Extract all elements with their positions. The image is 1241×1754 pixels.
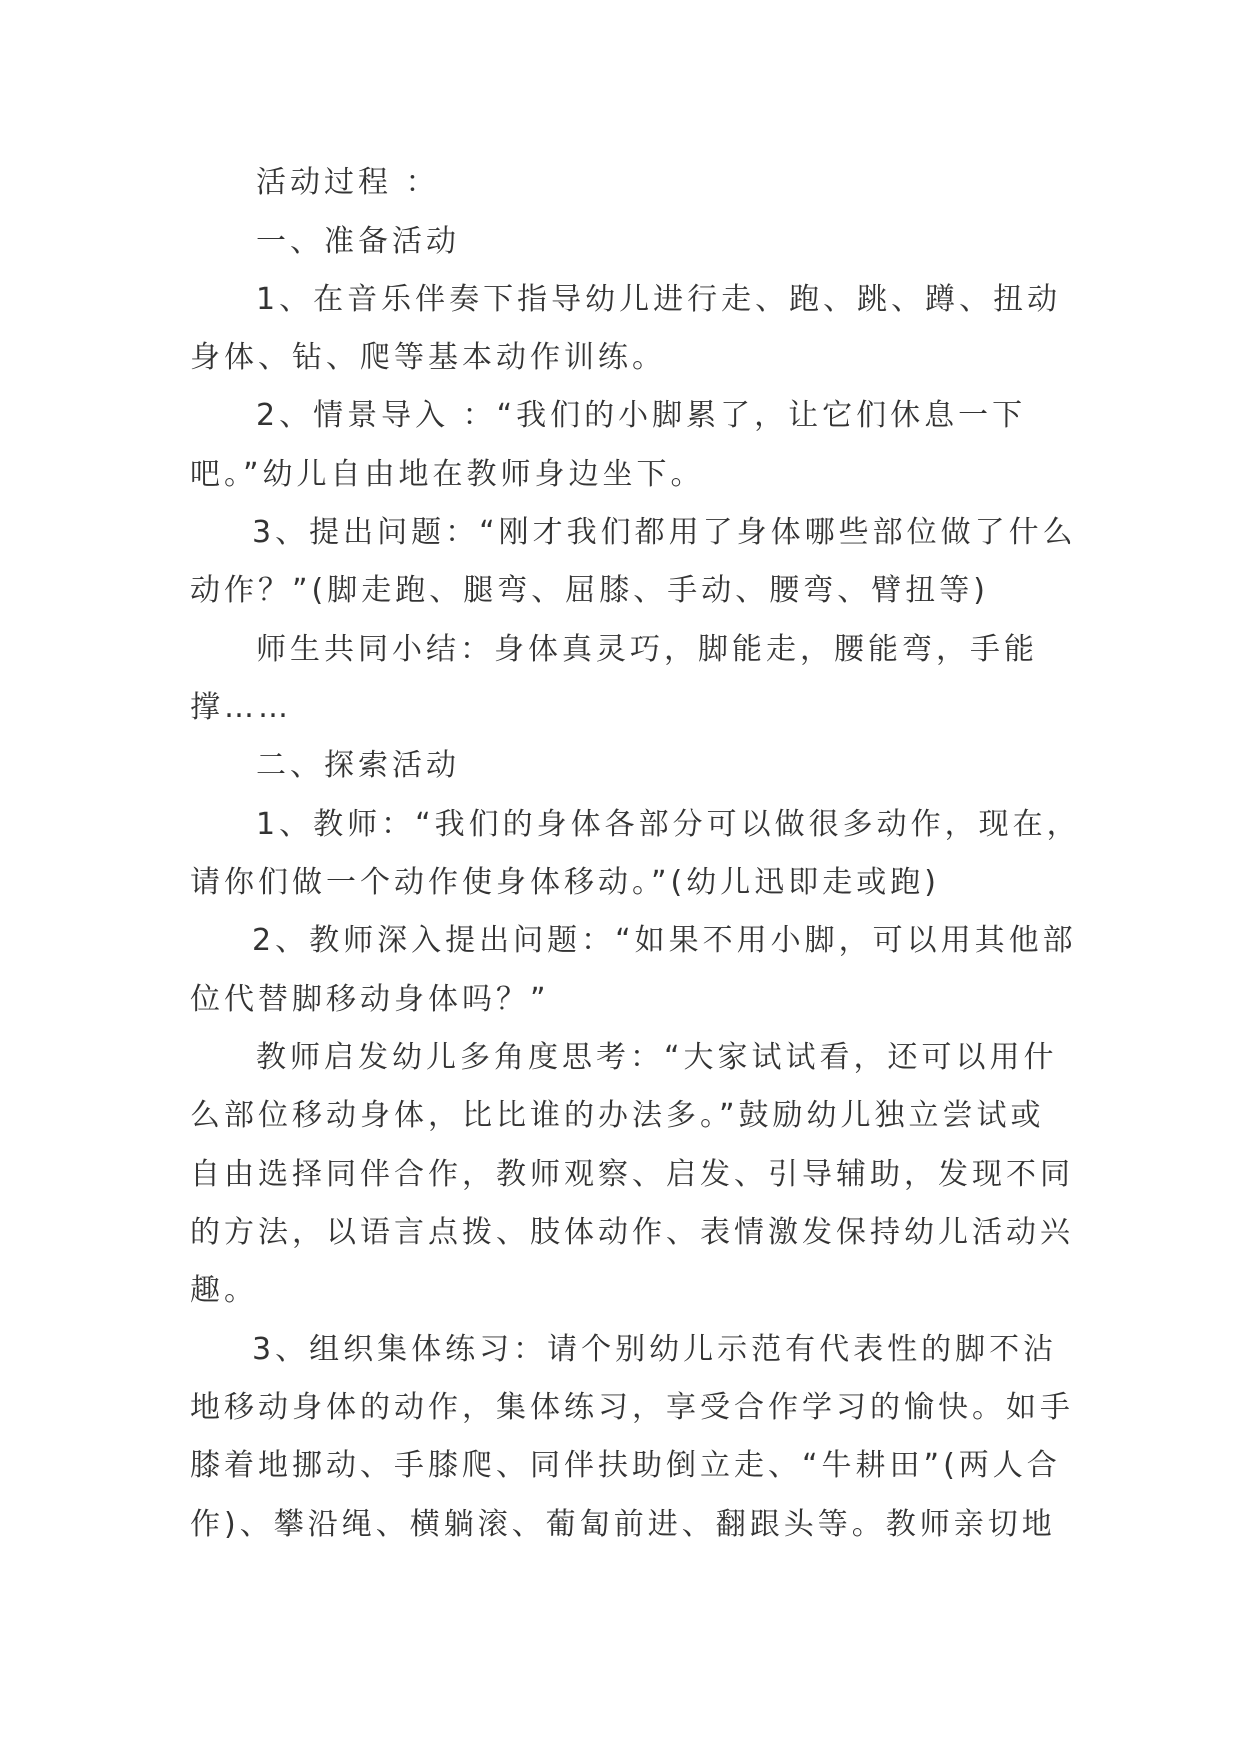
paragraph-line: 2、情景导入 ：“我们的小脚累了，让它们休息一下: [256, 398, 1027, 433]
paragraph-line: 3、组织集体练习：请个别幼儿示范有代表性的脚不沾: [252, 1332, 1058, 1367]
paragraph-line: 自由选择同伴合作，教师观察、启发、引导辅助，发现不同: [190, 1157, 1074, 1192]
section-heading: 一、准备活动: [256, 224, 460, 259]
paragraph-line: 师生共同小结：身体真灵巧，脚能走，腰能弯，手能: [256, 632, 1038, 667]
paragraph-line: 活动过程 ：: [256, 165, 440, 200]
paragraph-line: 么部位移动身体，比比谁的办法多。”鼓励幼儿独立尝试或: [190, 1098, 1045, 1133]
paragraph-line: 身体、钻、爬等基本动作训练。: [190, 340, 666, 375]
paragraph-line: 的方法，以语言点拨、肢体动作、表情激发保持幼儿活动兴: [190, 1215, 1074, 1250]
paragraph-line: 动作？”(脚走跑、腿弯、屈膝、手动、腰弯、臂扭等): [190, 573, 989, 608]
paragraph-line: 请你们做一个动作使身体移动。”(幼儿迅即走或跑): [190, 865, 940, 900]
paragraph-line: 1、教师：“我们的身体各部分可以做很多动作，现在，: [256, 807, 1081, 842]
paragraph-line: 作)、攀沿绳、横躺滚、葡匐前进、翻跟头等。教师亲切地: [190, 1507, 1056, 1542]
paragraph-line: 2、教师深入提出问题：“如果不用小脚，可以用其他部: [252, 923, 1077, 958]
paragraph-line: 膝着地挪动、手膝爬、同伴扶助倒立走、“牛耕田”(两人合: [190, 1448, 1061, 1483]
paragraph-line: 吧。”幼儿自由地在教师身边坐下。: [190, 457, 705, 492]
paragraph-line: 1、在音乐伴奏下指导幼儿进行走、跑、跳、蹲、扭动: [256, 282, 1062, 317]
paragraph-line: 地移动身体的动作，集体练习，享受合作学习的愉快。如手: [190, 1390, 1074, 1425]
section-heading: 二、探索活动: [256, 748, 460, 783]
paragraph-line: 教师启发幼儿多角度思考：“大家试试看，还可以用什: [256, 1040, 1058, 1075]
paragraph-line: 趣。: [190, 1273, 258, 1308]
paragraph-line: 撑……: [190, 690, 292, 725]
paragraph-line: 位代替脚移动身体吗？”: [190, 982, 550, 1017]
paragraph-line: 3、提出问题：“刚才我们都用了身体哪些部位做了什么: [252, 515, 1077, 550]
